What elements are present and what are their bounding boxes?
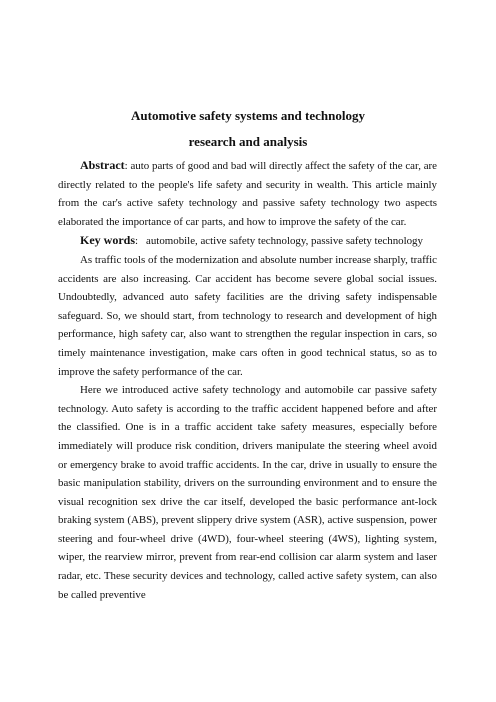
abstract-label: Abstract bbox=[80, 158, 125, 172]
body-paragraph-1: As traffic tools of the modernization and absolute number increase sharply, traffic accidents are also increasing. Car accident has become severe global social issues. Undoubtedly, advanced auto safety facilities are the driving safety indispensable safeguard. So, we should start, from technology to research and development of high performance, high safety car, also want to strengthen the regular inspection in cars, so timely maintenance investigation, make cars often in good technical status, so as to improve the safety performance of the car. bbox=[58, 253, 437, 378]
abstract-text: : auto parts of good and bad will directly affect the safety of the car, are directly related to the people's life safety and security in wealth. This article mainly from the car's active safety technology and passive safety technology two aspects elaborated the importance of car parts, and how to improve the safety of the car. bbox=[58, 160, 437, 228]
document-body bbox=[58, 156, 437, 604]
document-title-line-2: research and analysis bbox=[188, 134, 308, 149]
body-paragraph-2: Here we introduced active safety technology and automobile car passive safety technology. Auto safety is according to the traffic accident happened before and after the classified. One is in a traffic accident take safety measures, especially before immediately will produce risk condition, drivers manipulate the steering wheel avoid or emergency brake to avoid traffic accidents. In the car, drive in usually to ensure the basic manipulation stability, drivers on the surrounding environment and to ensure the visual recognition sex drive the car itself, developed the basic performance ant-lock braking system (ABS), prevent slippery drive system (ASR), active suspension, power steering and four-wheel drive (4WD), four-wheel steering (4WS), lighting system, wiper, the rearview mirror, prevent from rear-end collision car alarm system and laser radar, etc. These security devices and technology, called active safety system, can also be called preventive bbox=[58, 384, 437, 601]
document-title-line-1: Automotive safety systems and technology bbox=[131, 108, 365, 123]
keywords-label: Key words bbox=[80, 233, 135, 248]
keywords-paragraph bbox=[58, 231, 437, 251]
abstract-paragraph bbox=[58, 156, 437, 231]
keywords-separator: : bbox=[135, 235, 139, 248]
keywords-text: automobile, active safety technology, passive safety technology bbox=[146, 235, 423, 248]
